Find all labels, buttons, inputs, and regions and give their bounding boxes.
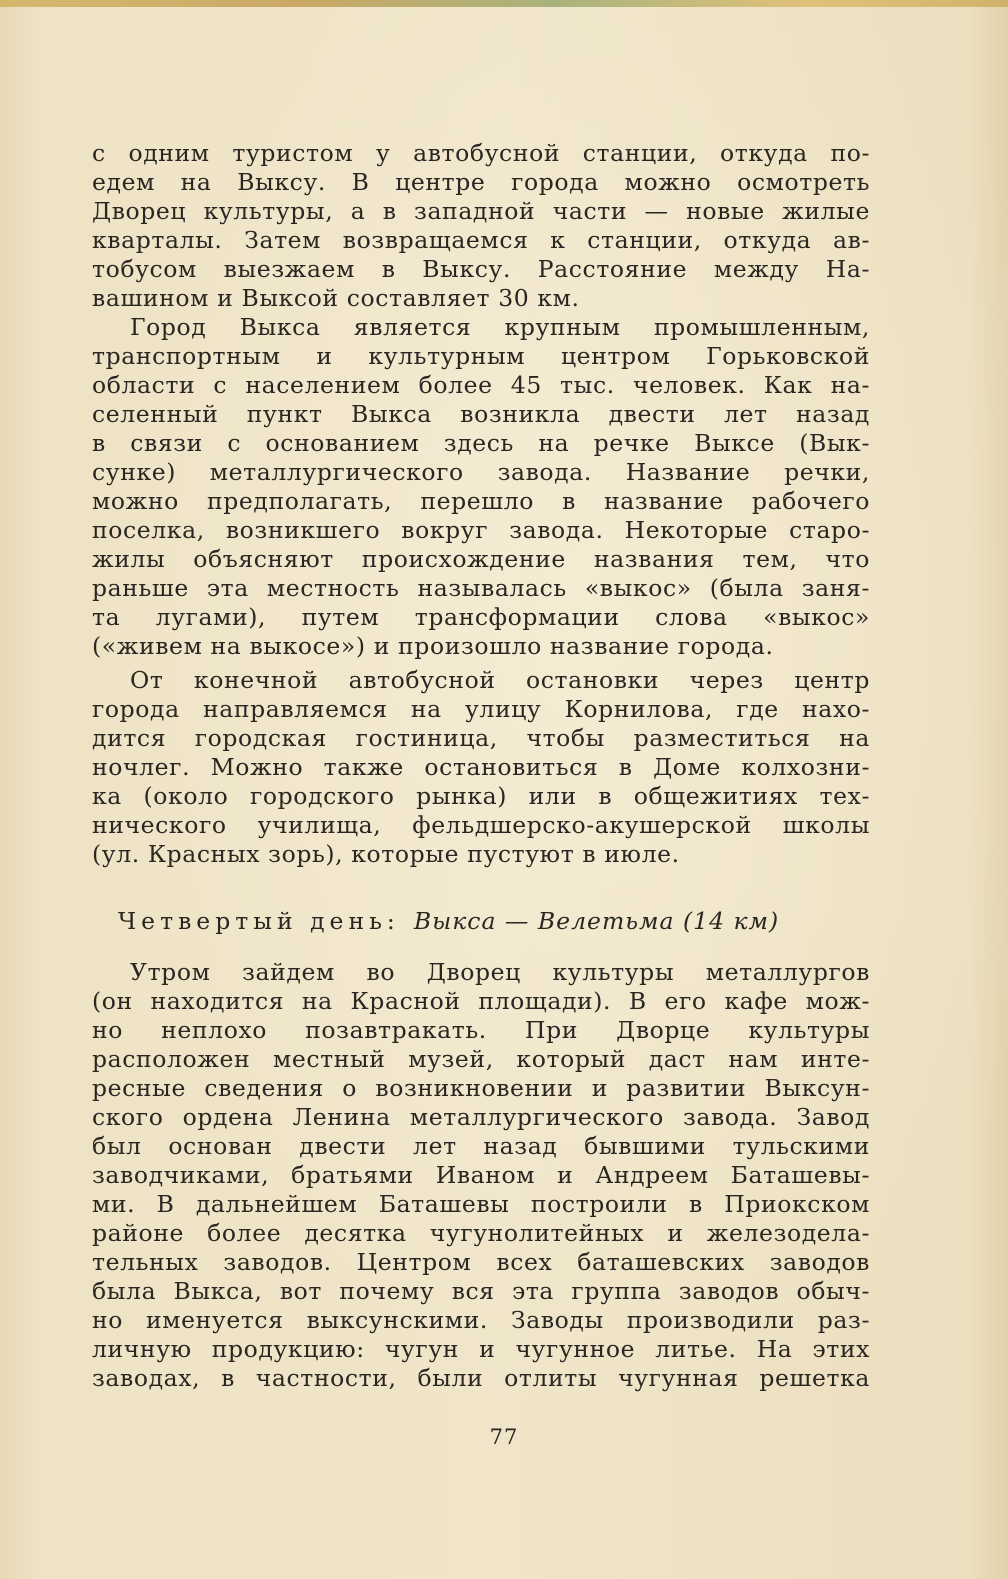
text-line: («живем на выкосе») и произошло название города. [92,632,774,660]
text-line: вашином и Выксой составляет 30 км. [92,284,580,312]
text-line: селенный пункт Выкса возникла двести лет назад [92,400,870,428]
text-line: (он находится на Красной площади). В его кафе мож- [92,987,870,1015]
text-line: в связи с основанием здесь на речке Выксе (Вык- [92,429,870,457]
text-line: ресные сведения о возникновении и развитии Выксун- [92,1074,870,1102]
text-line: дится городская гостиница, чтобы разместиться на [92,724,870,752]
text-line: Город Выкса является крупным промышленным, [130,313,870,341]
text-line: Утром зайдем во Дворец культуры металлургов [130,958,870,986]
text-line: тобусом выезжаем в Выксу. Расстояние между На- [92,255,870,283]
text-line: расположен местный музей, который даст нам инте- [92,1045,870,1073]
text-line: едем на Выксу. В центре города можно осмотреть [92,168,870,196]
section-heading [118,907,878,935]
text-line: сунке) металлургического завода. Название речки, [92,458,870,486]
text-line: ского ордена Ленина металлургического завода. Завод [92,1103,870,1131]
paragraph-4 [92,958,870,1393]
text-line: кварталы. Затем возвращаемся к станции, откуда ав- [92,226,870,254]
heading-day: Четвертый день: [118,907,400,935]
text-line: но именуется выксунскими. Заводы производили раз- [92,1306,870,1334]
text-line: районе более десятка чугунолитейных и железодела- [92,1219,870,1247]
text-line: тельных заводов. Центром всех баташевских заводов [92,1248,870,1276]
page-number: 77 [489,1425,519,1449]
text-line: ночлег. Можно также остановиться в Доме колхозни- [92,753,870,781]
text-line: поселка, возникшего вокруг завода. Некоторые старо- [92,516,870,544]
text-line: нического училища, фельдшерско-акушерской школы [92,811,870,839]
paragraph-1 [92,139,870,313]
text-line: ми. В дальнейшем Баташевы построили в Приокском [92,1190,870,1218]
text-line: раньше эта местность называлась «выкос» (была заня- [92,574,870,602]
text-line: области с населением более 45 тыс. человек. Как на- [92,371,870,399]
text-line: (ул. Красных зорь), которые пустуют в июле. [92,840,680,868]
text-line: города направляемся на улицу Корнилова, где нахо- [92,695,870,723]
text-line: заводчиками, братьями Иваном и Андреем Баташевы- [92,1161,870,1189]
text-line: заводах, в частности, были отлиты чугунная решетка [92,1364,870,1392]
text-line: Дворец культуры, а в западной части — новые жилые [92,197,870,225]
paragraph-3 [92,666,870,869]
text-line: жилы объясняют происхождение названия тем, что [92,545,870,573]
text-line: можно предполагать, перешло в название рабочего [92,487,870,515]
text-line: личную продукцию: чугун и чугунное литье. На этих [92,1335,870,1363]
text-line: От конечной автобусной остановки через центр [130,666,870,694]
paragraph-2 [92,313,870,661]
text-line: с одним туристом у автобусной станции, откуда по- [92,139,870,167]
text-line: ка (около городского рынка) или в общежитиях тех- [92,782,870,810]
text-line: транспортным и культурным центром Горьковской [92,342,870,370]
page-top-edge [0,0,1008,7]
text-line: но неплохо позавтракать. При Дворце культуры [92,1016,870,1044]
heading-route: Выкса — Велетьма (14 км) [413,907,780,935]
text-line: была Выкса, вот почему вся эта группа заводов обыч- [92,1277,870,1305]
text-line: та лугами), путем трансформации слова «выкос» [92,603,870,631]
text-line: был основан двести лет назад бывшими тульскими [92,1132,870,1160]
